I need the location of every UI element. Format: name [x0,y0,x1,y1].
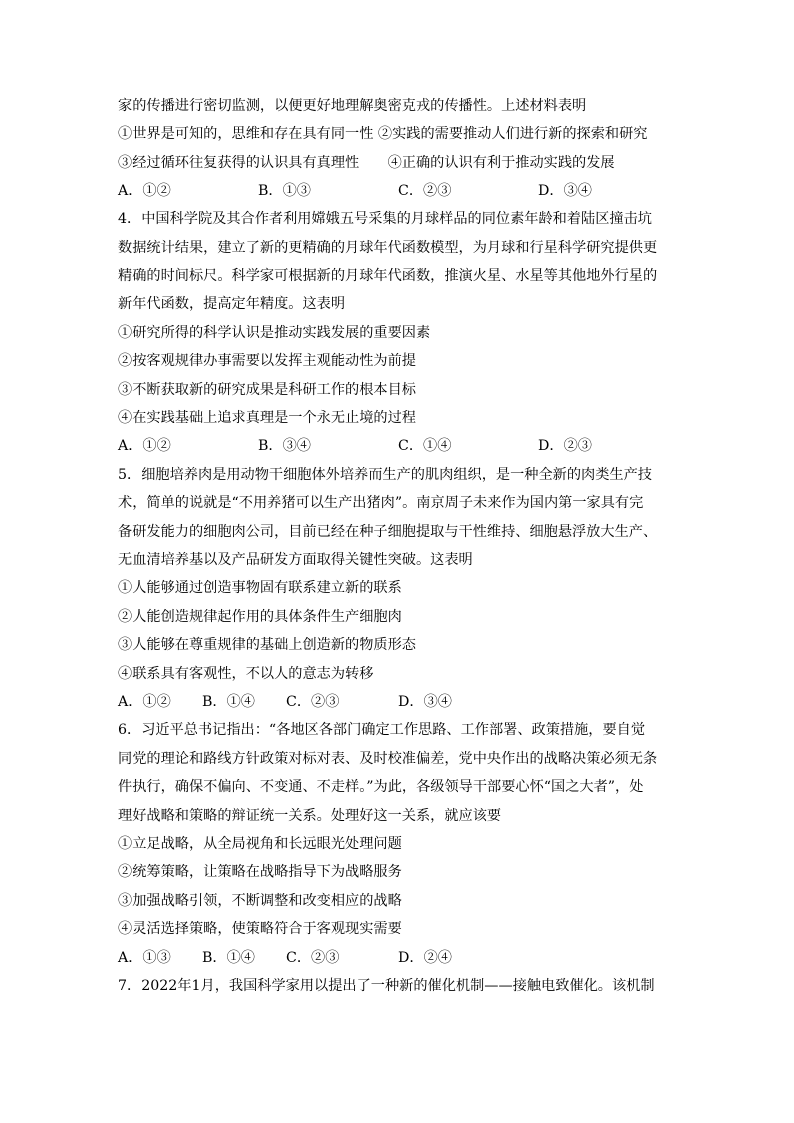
q5-choice-2: ②人能创造规律起作用的具体条件生产细胞肉 [118,609,402,625]
q5-stem-line-4: 无血清培养基以及产品研发方面取得关键性突破。这表明 [118,552,473,568]
q3-option-c: C．②③ [398,183,452,199]
q6-choice-3: ③加强战略引领，不断调整和改变相应的战略 [118,893,402,909]
q6-choice-2: ②统筹策略，让策略在战略指导下为战略服务 [118,864,402,880]
q6-choice-1: ①立足战略，从全局视角和长远眼光处理问题 [118,836,402,852]
q3-choices-line-1: ①世界是可知的，思维和存在具有同一性 ②实践的需要推动人们进行新的探索和研究 [118,126,648,142]
q6-option-d: D．②④ [398,950,452,966]
q5-choice-3: ③人能够在尊重规律的基础上创造新的物质形态 [118,637,416,653]
q4-option-c: C．①④ [398,438,452,454]
q4-stem-line-3: 精确的时间标尺。科学家可根据新的月球年代函数，推演火星、水星等其他地外行星的 [118,268,658,284]
q6-option-c: C．②③ [286,950,340,966]
q6-choice-4: ④灵活选择策略，使策略符合于客观现实需要 [118,921,402,937]
q4-stem-line-2: 数据统计结果，建立了新的更精确的月球年代函数模型，为月球和行星科学研究提供更 [118,240,658,256]
q7-stem-line-1: 7．2022年1月，我国科学家用以提出了一种新的催化机制——接触电致催化。该机制 [118,978,655,994]
q6-stem-line-2: 同党的理论和路线方针政策对标对表、及时校准偏差，党中央作出的战略决策必须无条 [118,751,658,767]
q3-option-d: D．③④ [538,183,592,199]
q5-option-d: D．③④ [398,694,452,710]
q6-stem-line-4: 理好战略和策略的辩证统一关系。处理好这一关系，就应该要 [118,808,502,824]
q4-option-a: A．①② [118,438,171,454]
q5-choice-1: ①人能够通过创造事物固有联系建立新的联系 [118,580,402,596]
q5-stem-line-3: 备研发能力的细胞肉公司，目前已经在种子细胞提取与干性维持、细胞悬浮放大生产、 [118,524,658,540]
q4-choice-4: ④在实践基础上追求真理是一个永无止境的过程 [118,410,416,426]
q3-choices-line-2: ③经过循环往复获得的认识具有真理性 ④正确的认识有利于推动实践的发展 [118,155,615,171]
q4-option-d: D．②③ [538,438,592,454]
q4-stem-line-1: 4．中国科学院及其合作者利用嫦娥五号采集的月球样品的同位素年龄和着陆区撞击坑 [118,211,652,227]
q5-option-c: C．②③ [286,694,340,710]
q6-option-b: B．①④ [202,950,255,966]
q6-option-a: A．①③ [118,950,171,966]
q5-option-b: B．①④ [202,694,255,710]
q5-stem-line-1: 5．细胞培养肉是用动物干细胞体外培养而生产的肌肉组织，是一种全新的肉类生产技 [118,467,652,483]
q5-option-a: A．①② [118,694,171,710]
q3-stem-tail: 家的传播进行密切监测，以便更好地理解奥密克戎的传播性。上述材料表明 [118,98,587,114]
q4-choice-2: ②按客观规律办事需要以发挥主观能动性为前提 [118,353,416,369]
q4-choice-3: ③不断获取新的研究成果是科研工作的根本目标 [118,382,416,398]
q3-option-b: B．①③ [258,183,311,199]
q5-stem-line-2: 术，简单的说就是“不用养猪可以生产出猪肉”。南京周子未来作为国内第一家具有完 [118,495,644,511]
q6-stem-line-3: 件执行，确保不偏向、不变通、不走样。”为此，各级领导干部要心怀“国之大者”，处 [118,779,644,795]
q4-option-b: B．③④ [258,438,311,454]
q5-choice-4: ④联系具有客观性，不以人的意志为转移 [118,666,374,682]
q6-stem-line-1: 6．习近平总书记指出：“各地区各部门确定工作思路、工作部署、政策措施，要自觉 [118,722,646,738]
q4-choice-1: ①研究所得的科学认识是推动实践发展的重要因素 [118,325,431,341]
q3-option-a: A．①② [118,183,171,199]
q4-stem-line-4: 新年代函数，提高定年精度。这表明 [118,296,346,312]
